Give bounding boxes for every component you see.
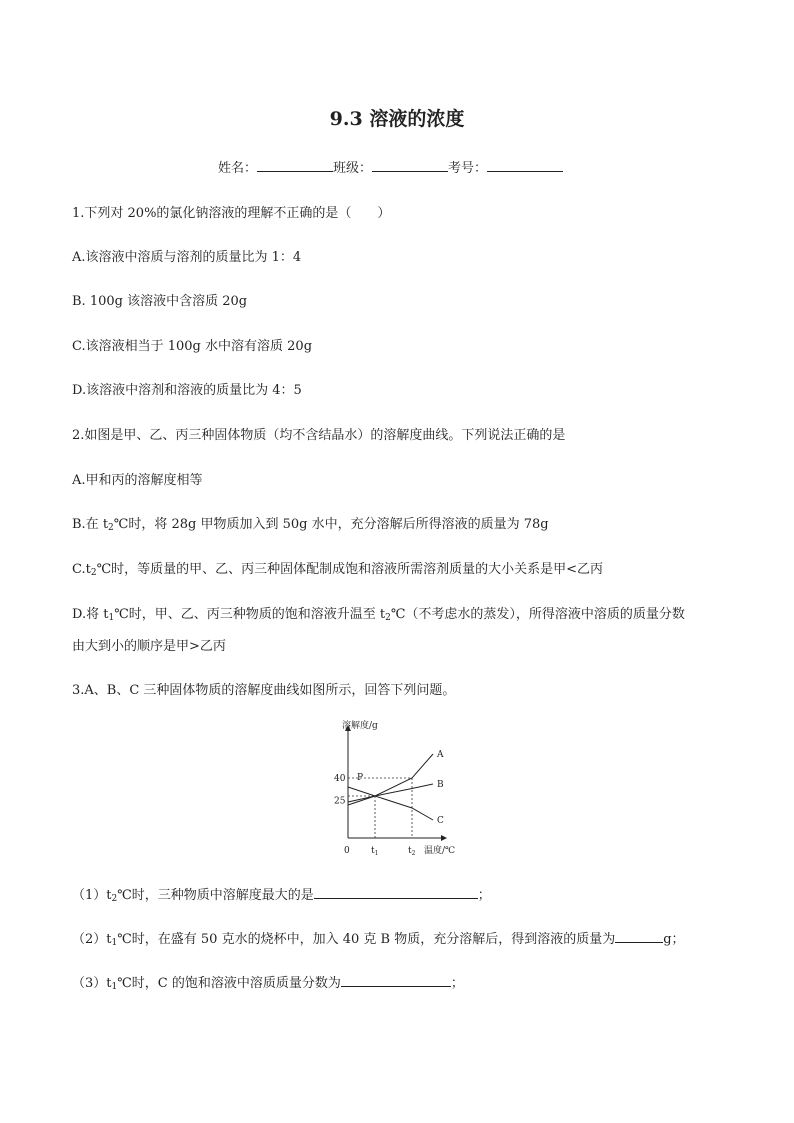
q3-stem: 3.A、B、C 三种固体物质的溶解度曲线如图所示，回答下列问题。 (72, 683, 456, 698)
class-blank[interactable] (372, 157, 448, 172)
series-label-C: C (437, 816, 444, 826)
solubility-chart (320, 716, 470, 864)
q3-sub2: $(2)t_1℃$时，在盛有 50 克水的烧杯中，加入 40 克 B 物质，充分溶解后，得到溶液的质量为 g； (72, 928, 685, 948)
q2-option-d-line1: D.将 $t_1℃$时，甲、乙、丙三种物质的饱和溶液升温至 $t_2℃$（不考虑水的蒸发），所得溶液中溶质的质量分数 (72, 607, 685, 623)
q2-stem: 2.如图是甲、乙、丙三种固体物质（均不含结晶水）的溶解度曲线。下列说法正确的是 (72, 428, 566, 443)
student-info-line (218, 157, 563, 176)
q2-option-b: B.在 $t_2℃$时，将 28g 甲物质加入到 50g 水中，充分溶解后所得溶液的质量为 78g (72, 517, 549, 533)
x-tick-label-t1: $t_1$ (371, 846, 379, 857)
q1-option-c: C.该溶液相当于 100g 水中溶有溶质 20g (72, 339, 313, 354)
q1-stem: 1.下列对 20%的氯化钠溶液的理解不正确的是（ ） (72, 206, 391, 221)
curve-B (348, 784, 433, 802)
series-label-B: B (437, 780, 444, 790)
name-label: 姓名： (218, 161, 258, 176)
number-label: 考号： (448, 161, 488, 176)
class-label: 班级： (333, 161, 373, 176)
name-blank[interactable] (257, 157, 333, 172)
q3-sub2-blank[interactable] (615, 928, 663, 943)
x-tick-label-t2: $t_2$ (408, 846, 416, 857)
q3-sub3-blank[interactable] (341, 972, 451, 987)
q3-sub3: $(3)t_1℃$时，C 的饱和溶液中溶质质量分数为 ； (72, 972, 464, 992)
q2-option-a: A.甲和丙的溶解度相等 (72, 473, 203, 488)
x-axis-label: 温度/℃ (424, 846, 456, 856)
q2-option-d-line2: 由大到小的顺序是甲>乙丙 (72, 639, 226, 654)
origin-label: 0 (344, 846, 350, 856)
q1-option-a: A.该溶液中溶质与溶剂的质量比为 1：4 (72, 250, 302, 265)
y-axis-label: 溶解度/g (342, 721, 378, 731)
q3-sub1: $(1)t_2℃$时，三种物质中溶解度最大的是 ； (72, 884, 491, 904)
q1-option-b: B. 100g 该溶液中含溶质 20g (72, 294, 248, 309)
q3-sub1-blank[interactable] (314, 884, 478, 899)
curve-C (348, 787, 433, 820)
y-tick-label-25: 25 (334, 796, 346, 807)
series-label-A: A (437, 750, 444, 760)
y-tick-label-40: 40 (334, 774, 346, 784)
solubility-chart-svg (320, 716, 470, 864)
q1-option-d: D.该溶液中溶剂和溶液的质量比为 4：5 (72, 383, 302, 398)
page-title: 9.3 溶液的浓度 (329, 108, 465, 130)
q2-option-c: $C.t_2℃$时，等质量的甲、乙、丙三种固体配制成饱和溶液所需溶剂质量的大小关系是甲<乙丙 (72, 562, 604, 578)
point-p-label: P (357, 773, 364, 783)
number-blank[interactable] (487, 157, 563, 172)
